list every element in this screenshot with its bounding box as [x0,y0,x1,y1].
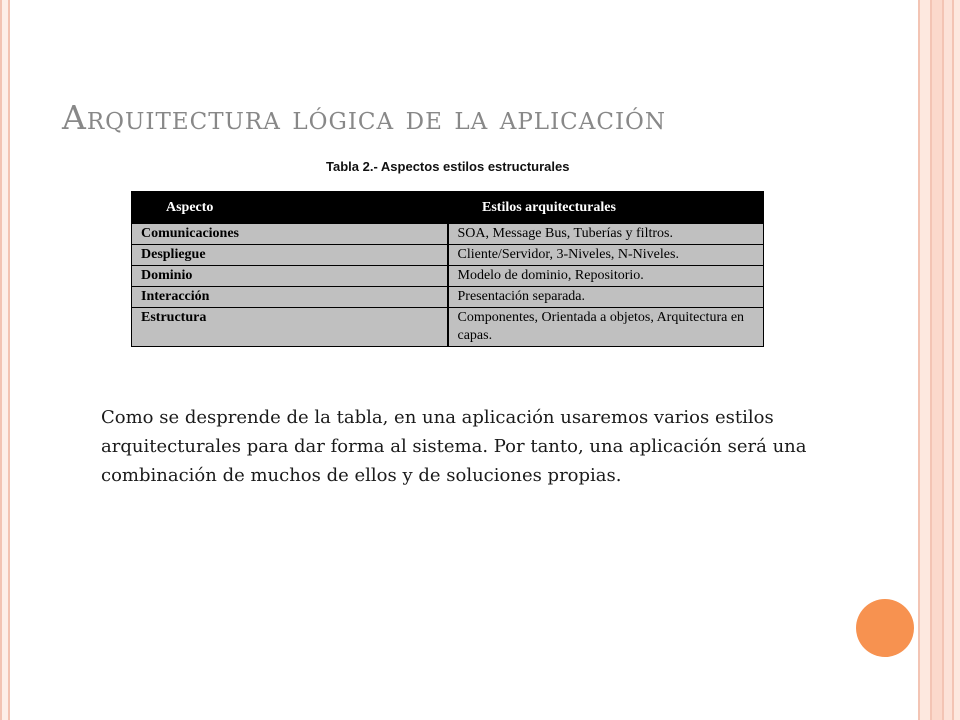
aspecto-cell: Comunicaciones [132,224,448,245]
table-header-row [132,192,764,224]
aspects-table [131,191,764,347]
estilos-cell: Componentes, Orientada a objetos, Arquitectura en capas. [448,308,764,347]
estilos-cell: Cliente/Servidor, 3-Niveles, N-Niveles. [448,245,764,266]
right-decorative-stripes [918,0,960,720]
accent-circle [856,599,914,657]
column-header-estilos: Estilos arquitecturales [448,192,764,224]
slide-title: Arquitectura lógica de la aplicación [62,98,667,137]
aspecto-cell: Despliegue [132,245,448,266]
table-row [132,224,764,245]
body-paragraph: Como se desprende de la tabla, en una aplicación usaremos varios estilos arquitecturales para dar forma al sistema. Por tanto, una aplicación será una combinación de muchos de ellos y de soluciones propias. [101,407,807,486]
table-row [132,308,764,347]
aspecto-cell: Estructura [132,308,448,347]
aspecto-cell: Interacción [132,287,448,308]
column-header-aspecto: Aspecto [132,192,448,224]
estilos-cell: Presentación separada. [448,287,764,308]
table-row [132,266,764,287]
estilos-cell: SOA, Message Bus, Tuberías y filtros. [448,224,764,245]
aspecto-cell: Dominio [132,266,448,287]
table-row [132,245,764,266]
table-caption: Tabla 2.- Aspectos estilos estructurales [326,159,570,174]
estilos-cell: Modelo de dominio, Repositorio. [448,266,764,287]
left-decorative-border [0,0,10,720]
table-row [132,287,764,308]
